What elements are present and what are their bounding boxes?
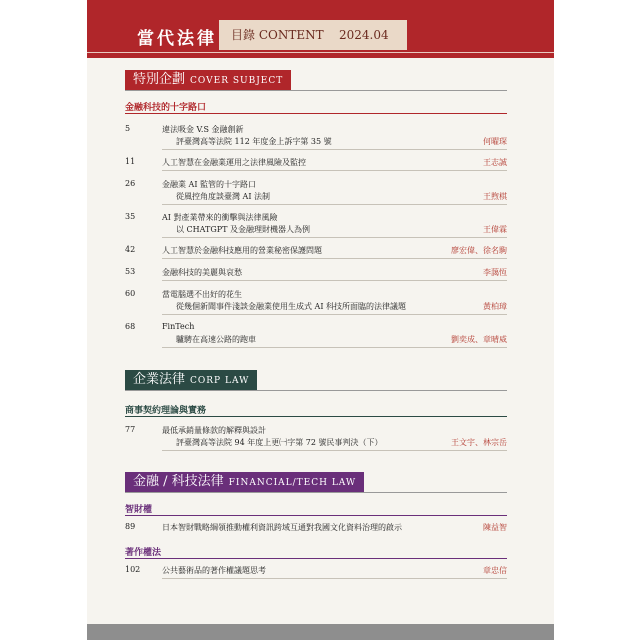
magazine-logo: 當代法律 (137, 29, 217, 49)
subsection-title: 著作權法 (125, 548, 162, 558)
entry-rule (162, 347, 507, 348)
entry-rule (162, 204, 507, 205)
article-author: 王文宇、林宗岳 (451, 438, 507, 447)
page-number: 35 (125, 212, 136, 221)
article-title: 當電腦選不出好的花生 (162, 290, 242, 299)
subsection-title: 商事契約理論與實務 (125, 406, 207, 416)
entry-rule (162, 258, 507, 259)
issue-tab (219, 20, 407, 50)
subsection-rule (125, 113, 507, 114)
section-title: 金融 / 科技法律 (133, 474, 224, 489)
toc-label: 目錄 CONTENT (231, 28, 324, 42)
page-number: 77 (125, 425, 136, 434)
subsection-rule (125, 416, 507, 417)
section-title-en: FINANCIAL/TECH LAW (228, 478, 357, 488)
article-title: 日本智財戰略綱領推動權利資訊跨域互通對我國文化資料治理的啟示 (162, 523, 402, 532)
article-author: 章忠信 (483, 566, 507, 575)
article-author: 王煦棋 (483, 192, 507, 201)
subsection-rule (125, 558, 507, 559)
section-title: 特別企劃 (133, 72, 186, 87)
section-title: 企業法律 (133, 372, 186, 387)
article-title: 違法吸金 V.S 金融創新 (162, 125, 244, 134)
article-author: 王志誠 (483, 158, 507, 167)
article-subtitle: 以 CHATGPT 及金融理財機器人為例 (176, 225, 310, 234)
page-number: 26 (125, 179, 136, 188)
section-title-en: COVER SUBJECT (190, 76, 284, 86)
section-rule (125, 390, 507, 391)
section-financial-tech-law (125, 472, 364, 492)
page-number: 60 (125, 289, 136, 298)
article-author: 何曜琛 (483, 137, 507, 146)
page-number: 89 (125, 522, 136, 531)
section-corp-law (125, 370, 257, 390)
toc-page (87, 0, 554, 640)
article-subtitle: 評臺灣高等法院 112 年度金上訴字第 35 號 (176, 137, 332, 146)
subsection-title: 智財權 (125, 505, 153, 515)
article-subtitle: 從幾個新聞事件淺談金融業使用生成式 AI 科技所面臨的法律議題 (176, 302, 407, 311)
entry-rule (162, 578, 507, 579)
page-number: 68 (125, 322, 136, 331)
entry-rule (162, 149, 507, 150)
page-number: 53 (125, 267, 136, 276)
entry-rule (162, 280, 507, 281)
entry-rule (162, 450, 507, 451)
article-title: 金融業 AI 監管的十字路口 (162, 180, 257, 189)
page-number: 11 (125, 157, 136, 166)
entry-rule (162, 170, 507, 171)
issue-date: 2024.04 (339, 28, 389, 42)
article-title: 人工智慧於金融科技應用的營業秘密保護問題 (162, 246, 322, 255)
article-author: 黃柏璋 (483, 302, 507, 311)
section-title-en: CORP LAW (190, 376, 250, 386)
entry-rule (162, 237, 507, 238)
article-author: 陳益智 (483, 523, 507, 532)
article-subtitle: 驢騁在高速公路的跑車 (176, 335, 256, 344)
article-title: AI 對產業帶來的衝擊與法律風險 (162, 213, 278, 222)
article-title: 金融科技的美麗與哀愁 (162, 268, 242, 277)
article-author: 劉奕成、章晴威 (451, 335, 507, 344)
article-title: 最低承銷量條款的解釋與設計 (162, 426, 266, 435)
page-number: 42 (125, 245, 136, 254)
article-title: FinTech (162, 322, 195, 331)
entry-rule (162, 314, 507, 315)
article-title: 人工智慧在金融業運用之法律風險及監控 (162, 158, 306, 167)
section-rule (125, 492, 507, 493)
section-cover-subject (125, 70, 291, 90)
subsection-title: 金融科技的十字路口 (125, 103, 207, 113)
page-number: 5 (125, 124, 131, 133)
header-rule (87, 52, 554, 53)
article-subtitle: 從風控角度談臺灣 AI 法制 (176, 192, 271, 201)
article-subtitle: 評臺灣高等法院 94 年度上更㈠字第 72 號民事判決（下） (176, 438, 383, 447)
subsection-rule (125, 515, 507, 516)
article-author: 李藹恆 (483, 268, 507, 277)
page-number: 102 (125, 565, 141, 574)
article-author: 王偉霖 (483, 225, 507, 234)
article-title: 公共藝術品的著作權議題思考 (162, 566, 266, 575)
article-author: 廖宏偉、徐名駒 (451, 246, 507, 255)
footer-bar (87, 624, 554, 640)
section-rule (125, 90, 507, 91)
